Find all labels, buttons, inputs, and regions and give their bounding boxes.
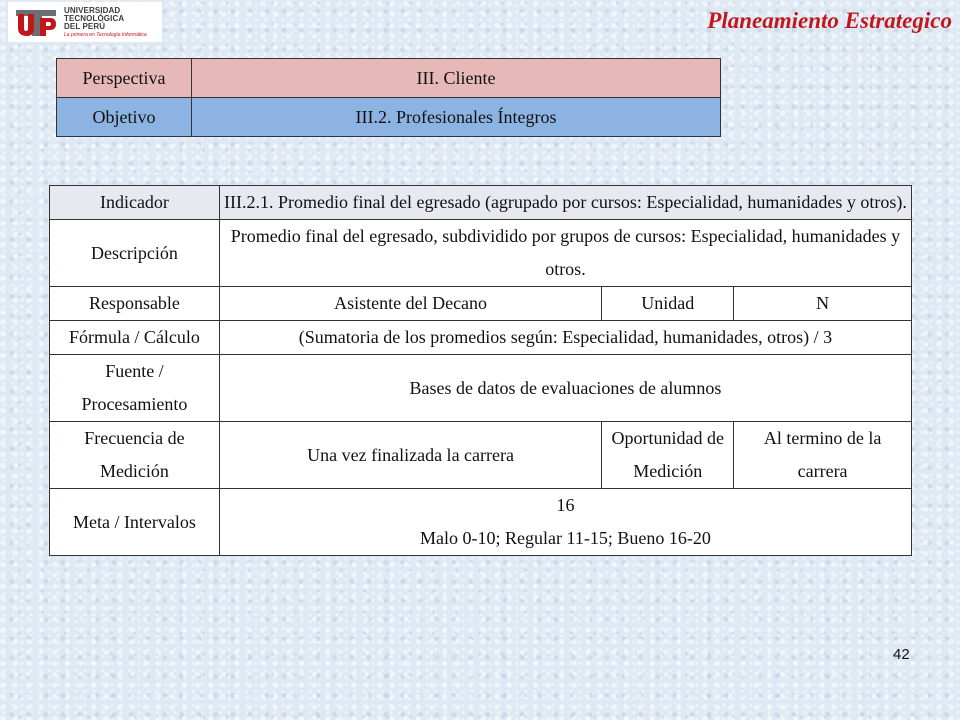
page-number: 42: [893, 646, 910, 663]
descripcion-row: [50, 220, 912, 287]
perspectiva-row: [57, 59, 721, 98]
indicador-value: III.2.1. Promedio final del egresado (agrupado por cursos: Especialidad, humanidades y otros).: [219, 186, 911, 220]
indicator-table: [49, 185, 912, 556]
responsable-row: [50, 287, 912, 321]
frecuencia-label: Frecuencia de Medición: [50, 422, 220, 489]
perspectiva-value: III. Cliente: [192, 59, 721, 98]
page-title: Planeamiento Estrategico: [707, 8, 952, 33]
logo-line-1: UNIVERSIDAD: [64, 5, 121, 15]
objetivo-value: III.2. Profesionales Íntegros: [192, 98, 721, 137]
frecuencia-value: Una vez finalizada la carrera: [219, 422, 601, 489]
logo-line-3: DEL PERÚ: [64, 21, 106, 31]
meta-target: 16: [556, 495, 575, 515]
indicador-row: [50, 186, 912, 220]
fuente-label: Fuente / Procesamiento: [50, 355, 220, 422]
unidad-value: N: [734, 287, 912, 321]
utp-logo-icon: [12, 4, 60, 40]
meta-label: Meta / Intervalos: [50, 489, 220, 556]
responsable-label: Responsable: [50, 287, 220, 321]
formula-row: [50, 321, 912, 355]
meta-row: [50, 489, 912, 556]
meta-value-cell: [219, 489, 911, 556]
descripcion-value: Promedio final del egresado, subdividido por grupos de cursos: Especialidad, humanidades y otros.: [219, 220, 911, 287]
oportunidad-value: Al termino de la carrera: [734, 422, 912, 489]
formula-label: Fórmula / Cálculo: [50, 321, 220, 355]
objetivo-row: [57, 98, 721, 137]
unidad-label: Unidad: [602, 287, 734, 321]
responsable-value: Asistente del Decano: [219, 287, 601, 321]
perspective-table: [56, 58, 721, 137]
university-logo: [8, 2, 162, 42]
formula-value: (Sumatoria de los promedios según: Especialidad, humanidades, otros) / 3: [219, 321, 911, 355]
logo-line-2: TECNOLÓGICA: [64, 13, 125, 23]
frecuencia-row: [50, 422, 912, 489]
perspectiva-label: Perspectiva: [57, 59, 192, 98]
logo-tagline: La primera en Tecnología Informática: [64, 31, 147, 38]
fuente-value: Bases de datos de evaluaciones de alumnos: [219, 355, 911, 422]
oportunidad-label: Oportunidad de Medición: [602, 422, 734, 489]
indicador-label: Indicador: [50, 186, 220, 220]
objetivo-label: Objetivo: [57, 98, 192, 137]
meta-ranges: Malo 0-10; Regular 11-15; Bueno 16-20: [420, 528, 711, 548]
fuente-row: [50, 355, 912, 422]
descripcion-label: Descripción: [50, 220, 220, 287]
